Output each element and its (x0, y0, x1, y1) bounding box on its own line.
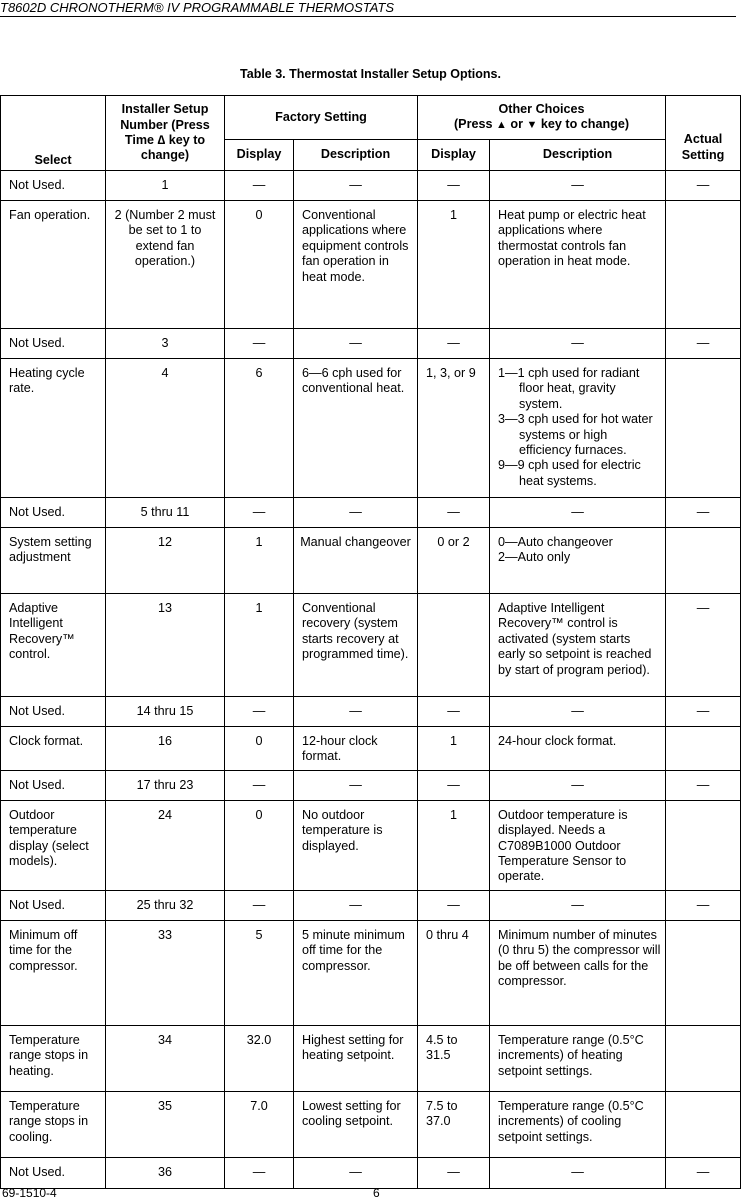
cell-factory-description: — (294, 171, 418, 201)
cell-other-display: — (418, 770, 490, 800)
cell-setup-number: 4 (106, 359, 225, 498)
cell-actual-setting: — (666, 1157, 741, 1188)
cell-factory-description: Manual changeover (294, 528, 418, 594)
cell-other-display: — (418, 171, 490, 201)
cell-other-description (490, 329, 666, 359)
table-row (1, 171, 741, 201)
cell-other-display: 7.5 to 37.0 (418, 1091, 490, 1157)
cell-factory-display: 1 (225, 594, 294, 697)
description-item: Adaptive Intelligent Recovery™ control is activated (system starts early so setpoint is reached by start of program period). (498, 601, 652, 677)
cell-actual-setting: — (666, 697, 741, 727)
description-item: 2—Auto only (498, 550, 571, 565)
table-row (1, 890, 741, 920)
table-row (1, 1157, 741, 1188)
description-item: — (571, 704, 584, 718)
cell-other-description (490, 800, 666, 890)
cell-setup-number: 33 (106, 920, 225, 1025)
cell-actual-setting: — (666, 770, 741, 800)
cell-actual-setting (666, 359, 741, 498)
col-header-installer-number: Installer Setup Number (Press Time ∆ key to change) (106, 96, 225, 171)
cell-other-description (490, 1157, 666, 1188)
cell-other-display: 0 thru 4 (418, 920, 490, 1025)
cell-actual-setting (666, 1025, 741, 1091)
table-body (1, 171, 741, 1189)
cell-setup-number: 3 (106, 329, 225, 359)
description-item: — (571, 897, 584, 912)
cell-factory-display: 0 (225, 800, 294, 890)
cell-factory-display: — (225, 498, 294, 528)
description-item: 3—3 cph used for hot water systems or high efficiency furnaces. (498, 412, 653, 458)
table-row (1, 800, 741, 890)
cell-factory-display: 6 (225, 359, 294, 498)
cell-setup-number: 1 (106, 171, 225, 201)
cell-setup-number: 17 thru 23 (106, 770, 225, 800)
cell-select: Temperature range stops in cooling. (1, 1091, 106, 1157)
cell-other-display: — (418, 498, 490, 528)
cell-factory-description: No outdoor temperature is displayed. (294, 800, 418, 890)
cell-other-description (490, 770, 666, 800)
cell-other-display: 1 (418, 201, 490, 329)
cell-other-display: — (418, 1157, 490, 1188)
cell-setup-number: 36 (106, 1157, 225, 1188)
cell-other-display: 4.5 to 31.5 (418, 1025, 490, 1091)
description-item: — (571, 178, 584, 192)
col-header-actual-setting: Actual Setting (666, 96, 741, 171)
cell-factory-display: 0 (225, 201, 294, 329)
cell-other-display: 1 (418, 800, 490, 890)
cell-select: Minimum off time for the compressor. (1, 920, 106, 1025)
cell-setup-number: 25 thru 32 (106, 890, 225, 920)
cell-other-display (418, 594, 490, 697)
cell-factory-description: Conventional applications where equipment controls fan operation in heat mode. (294, 201, 418, 329)
description-item: — (571, 1164, 584, 1179)
table-row (1, 528, 741, 594)
cell-factory-description: — (294, 1157, 418, 1188)
cell-select: Temperature range stops in heating. (1, 1025, 106, 1091)
running-header: T8602D CHRONOTHERM® IV PROGRAMMABLE THERMOSTATS (0, 0, 736, 17)
up-arrow-icon: ▲ (496, 119, 507, 131)
cell-factory-display: 0 (225, 727, 294, 771)
description-item: 24-hour clock format. (498, 734, 617, 748)
cell-select: System setting adjustment (1, 528, 106, 594)
description-item: Temperature range (0.5°C increments) of heating setpoint settings. (498, 1032, 644, 1078)
table-caption: Table 3. Thermostat Installer Setup Options. (240, 67, 501, 81)
cell-actual-setting (666, 528, 741, 594)
cell-select: Not Used. (1, 697, 106, 727)
cell-factory-description: Lowest setting for cooling setpoint. (294, 1091, 418, 1157)
cell-factory-display: 32.0 (225, 1025, 294, 1091)
cell-setup-number: 13 (106, 594, 225, 697)
table-row (1, 727, 741, 771)
cell-factory-description: — (294, 697, 418, 727)
cell-select: Adaptive Intelligent Recovery™ control. (1, 594, 106, 697)
cell-other-description (490, 528, 666, 594)
cell-setup-number: 16 (106, 727, 225, 771)
cell-factory-description: Highest setting for heating setpoint. (294, 1025, 418, 1091)
cell-setup-number: 2 (Number 2 must be set to 1 to extend fan operation.) (106, 201, 225, 329)
description-item: 0—Auto changeover (498, 535, 613, 549)
installer-setup-table (0, 95, 741, 1189)
description-item: Outdoor temperature is displayed. Needs a C7089B1000 Outdoor Temperature Sensor to operate. (498, 807, 628, 884)
cell-factory-description: Conventional recovery (system starts recovery at programmed time). (294, 594, 418, 697)
table-row (1, 770, 741, 800)
cell-factory-display: 7.0 (225, 1091, 294, 1157)
cell-factory-display: — (225, 697, 294, 727)
col-header-factory-display: Display (225, 140, 294, 171)
col-header-select: Select (1, 96, 106, 171)
col-header-other-choices (418, 96, 666, 140)
cell-select: Not Used. (1, 890, 106, 920)
cell-select: Not Used. (1, 770, 106, 800)
cell-select: Fan operation. (1, 201, 106, 329)
cell-setup-number: 34 (106, 1025, 225, 1091)
table-row (1, 594, 741, 697)
cell-other-display: 1 (418, 727, 490, 771)
cell-actual-setting: — (666, 890, 741, 920)
cell-factory-display: — (225, 329, 294, 359)
col-header-factory-description: Description (294, 140, 418, 171)
cell-select: Clock format. (1, 727, 106, 771)
description-item: — (571, 336, 584, 350)
cell-actual-setting (666, 727, 741, 771)
cell-setup-number: 35 (106, 1091, 225, 1157)
cell-setup-number: 24 (106, 800, 225, 890)
cell-factory-display: 5 (225, 920, 294, 1025)
cell-select: Outdoor temperature display (select models). (1, 800, 106, 890)
cell-factory-display: 1 (225, 528, 294, 594)
cell-other-description (490, 594, 666, 697)
cell-factory-description: — (294, 770, 418, 800)
cell-setup-number: 5 thru 11 (106, 498, 225, 528)
description-item: 9—9 cph used for electric heat systems. (498, 458, 641, 488)
cell-factory-description: 6—6 cph used for conventional heat. (294, 359, 418, 498)
table-row (1, 329, 741, 359)
cell-other-display: — (418, 697, 490, 727)
down-arrow-icon: ▼ (526, 119, 538, 131)
cell-other-display: — (418, 890, 490, 920)
cell-factory-display: — (225, 1157, 294, 1188)
cell-actual-setting: — (666, 498, 741, 528)
cell-select: Not Used. (1, 329, 106, 359)
description-item: 1—1 cph used for radiant floor heat, gravity system. (498, 366, 640, 411)
table-row (1, 1025, 741, 1091)
cell-factory-description: 12-hour clock format. (294, 727, 418, 771)
description-item: Temperature range (0.5°C increments) of cooling setpoint settings. (498, 1098, 644, 1144)
cell-other-description (490, 498, 666, 528)
cell-other-description (490, 727, 666, 771)
page-number: 6 (373, 1186, 380, 1200)
cell-select: Not Used. (1, 1157, 106, 1188)
other-choices-suffix: key to change) (540, 117, 630, 131)
cell-other-description (490, 359, 666, 498)
cell-actual-setting (666, 201, 741, 329)
table-row (1, 201, 741, 329)
table-row (1, 1091, 741, 1157)
cell-actual-setting: — (666, 171, 741, 201)
cell-factory-display: — (225, 171, 294, 201)
other-choices-prefix: (Press (453, 117, 493, 131)
cell-other-description (490, 1025, 666, 1091)
cell-other-description (490, 171, 666, 201)
cell-factory-description: 5 minute minimum off time for the compressor. (294, 920, 418, 1025)
table-row (1, 920, 741, 1025)
table-row (1, 697, 741, 727)
col-header-other-display: Display (418, 140, 490, 171)
cell-actual-setting (666, 1091, 741, 1157)
description-item: — (571, 777, 584, 792)
table-row (1, 498, 741, 528)
cell-select: Not Used. (1, 171, 106, 201)
table-row (1, 359, 741, 498)
cell-setup-number: 14 thru 15 (106, 697, 225, 727)
cell-select: Not Used. (1, 498, 106, 528)
col-header-other-description: Description (490, 140, 666, 171)
cell-factory-description: — (294, 329, 418, 359)
cell-other-description (490, 890, 666, 920)
cell-actual-setting (666, 920, 741, 1025)
cell-other-description (490, 201, 666, 329)
col-header-factory-setting: Factory Setting (225, 96, 418, 140)
cell-actual-setting (666, 800, 741, 890)
cell-setup-number: 12 (106, 528, 225, 594)
cell-factory-display: — (225, 770, 294, 800)
cell-actual-setting: — (666, 329, 741, 359)
description-item: Minimum number of minutes (0 thru 5) the compressor will be off between calls for the compressor. (498, 927, 661, 989)
cell-other-display: 1, 3, or 9 (418, 359, 490, 498)
cell-factory-description: — (294, 890, 418, 920)
cell-other-description (490, 1091, 666, 1157)
description-item: — (571, 505, 584, 519)
description-item: Heat pump or electric heat applications where thermostat controls fan operation in heat mode. (498, 208, 646, 269)
cell-other-display: 0 or 2 (418, 528, 490, 594)
other-choices-or: or (510, 117, 523, 131)
cell-factory-description: — (294, 498, 418, 528)
cell-other-description (490, 920, 666, 1025)
cell-factory-display: — (225, 890, 294, 920)
cell-actual-setting: — (666, 594, 741, 697)
other-choices-title: Other Choices (498, 101, 585, 116)
cell-other-display: — (418, 329, 490, 359)
cell-select: Heating cycle rate. (1, 359, 106, 498)
cell-other-description (490, 697, 666, 727)
document-number: 69-1510-4 (2, 1186, 57, 1200)
